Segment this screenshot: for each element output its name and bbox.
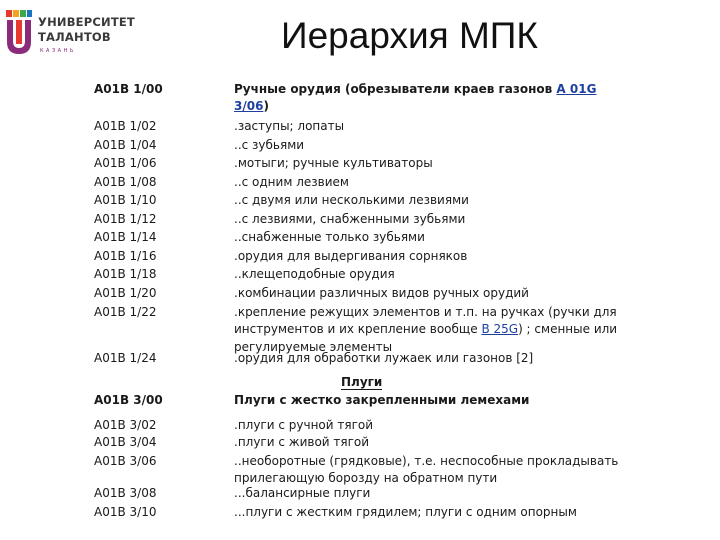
subgroup-description: .орудия для обработки лужаек или газонов [2]: [234, 351, 534, 365]
subgroup-description: ..с одним лезвием: [234, 175, 349, 189]
subgroup-code: A01B 3/04: [94, 435, 157, 449]
group-description-text: Ручные орудия (обрезыватели краев газонов: [234, 82, 553, 96]
subgroup-entry: [94, 192, 674, 209]
subgroup-description: ...балансирные плуги: [234, 486, 371, 500]
subgroup-entry: [94, 248, 674, 265]
group-code: A01B 3/00: [94, 393, 163, 407]
group-entry-a01b-1-00: [94, 81, 674, 116]
subgroup-entry: [94, 266, 674, 283]
subgroup-description-text: ) ; сменные или регулируемые элементы: [234, 322, 618, 354]
group-description: Плуги с жестко закрепленными лемехами: [234, 393, 530, 407]
subgroup-entry: [94, 174, 674, 191]
subgroup-description: .заступы; лопаты: [234, 119, 345, 133]
subgroup-entry: [94, 417, 674, 434]
subgroup-description: ..необоротные (грядковые), т.е. неспособные прокладывать прилегающую борозду на обратном пути: [234, 454, 619, 486]
subgroup-description: ..с двумя или несколькими лезвиями: [234, 193, 469, 207]
subgroup-entry-a01b-1-24: [94, 350, 674, 367]
subgroup-code: A01B 1/08: [94, 175, 157, 189]
subgroup-code: A01B 1/24: [94, 351, 157, 365]
subgroup-description: .плуги с ручной тягой: [234, 418, 374, 432]
subgroup-code: A01B 3/10: [94, 505, 157, 519]
subgroup-code: A01B 1/02: [94, 119, 157, 133]
subgroup-code: A01B 1/20: [94, 286, 157, 300]
subgroup-code: A01B 1/16: [94, 249, 157, 263]
subgroup-entry: [94, 211, 674, 228]
subgroup-entry-a01b-1-22: [94, 304, 674, 356]
subgroup-entry: [94, 504, 674, 521]
university-logo: [4, 8, 134, 58]
subgroup-description: ..снабженные только зубьями: [234, 230, 425, 244]
group-code: A01B 1/00: [94, 82, 163, 96]
subgroup-code: A01B 3/06: [94, 454, 157, 468]
subgroup-entry: [94, 118, 674, 135]
ipc-reference-link[interactable]: B 25G: [481, 322, 519, 337]
subgroup-description: .мотыги; ручные культиваторы: [234, 156, 433, 170]
logo-text-line2: ТАЛАНТОВ: [38, 30, 111, 44]
slide-title: Иерархия МПК: [281, 15, 538, 56]
ipc-reference-link[interactable]: A 01G: [556, 82, 597, 96]
subgroup-entry: [94, 434, 674, 451]
subgroup-code: A01B 1/06: [94, 156, 157, 170]
ipc-reference-link[interactable]: 3/06: [234, 99, 264, 114]
subgroup-description: .орудия для выдергивания сорняков: [234, 249, 468, 263]
subgroup-entry: [94, 137, 674, 154]
subgroup-code: A01B 1/14: [94, 230, 157, 244]
group-entry-a01b-3-00: [94, 392, 674, 409]
subgroup-description-text: .крепление режущих элементов и т.п. на ручках (ручки для инструментов и их крепление вообще: [234, 305, 617, 337]
group-description: [234, 81, 634, 116]
subgroup-entry: [94, 453, 674, 488]
subgroup-code: A01B 1/22: [94, 305, 157, 319]
subgroup-entry: [94, 285, 674, 302]
subgroup-code: A01B 3/02: [94, 418, 157, 432]
subgroup-entry: [94, 485, 674, 502]
subgroup-code: A01B 1/10: [94, 193, 157, 207]
subgroup-entry: [94, 155, 674, 172]
subgroup-description: ..с лезвиями, снабженными зубьями: [234, 212, 466, 226]
section-heading: Плуги: [341, 375, 383, 389]
subgroup-description: .плуги с живой тягой: [234, 435, 370, 449]
subgroup-entry: [94, 229, 674, 246]
subgroup-code: A01B 1/12: [94, 212, 157, 226]
subgroup-description: [234, 304, 634, 356]
ipc-hierarchy-table: [94, 72, 674, 536]
subgroup-code: A01B 1/18: [94, 267, 157, 281]
logo-text-line1: УНИВЕРСИТЕТ: [38, 15, 135, 29]
subgroup-description: ..клещеподобные орудия: [234, 267, 395, 281]
subgroup-description: ...плуги с жестким грядилем; плуги с одним опорным: [234, 505, 577, 519]
subgroup-description: .комбинации различных видов ручных орудий: [234, 286, 529, 300]
university-logo-icon: [4, 8, 34, 56]
subgroup-code: A01B 3/08: [94, 486, 157, 500]
logo-city: КАЗАНЬ: [40, 48, 76, 54]
subgroup-code: A01B 1/04: [94, 138, 157, 152]
subgroup-description: ..с зубьями: [234, 138, 305, 152]
group-description-close: ): [263, 99, 269, 114]
